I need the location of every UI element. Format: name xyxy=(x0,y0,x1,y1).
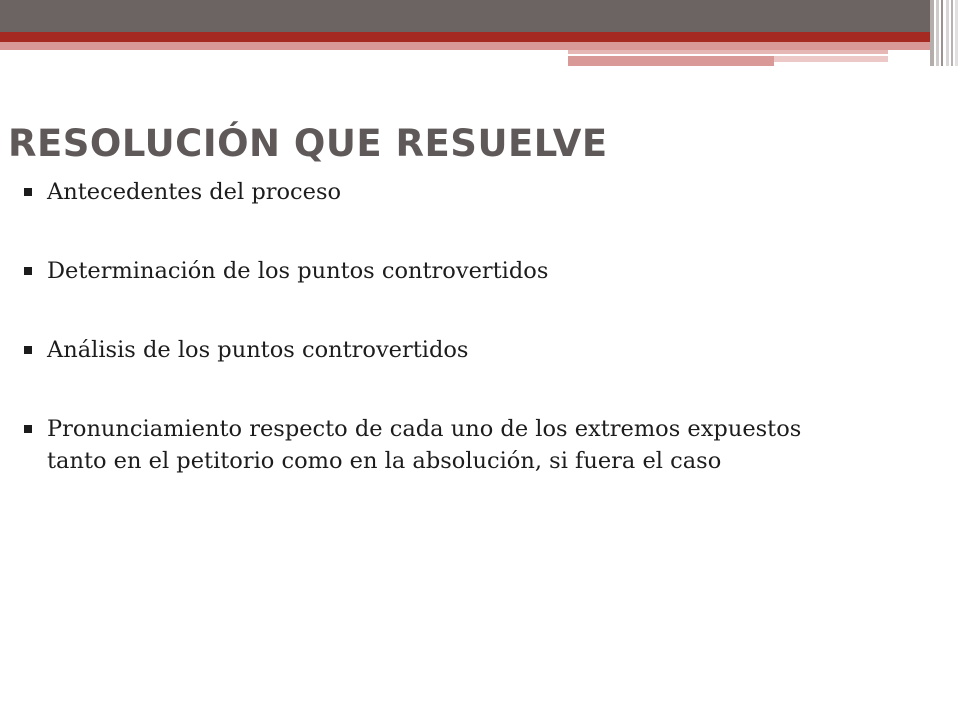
header-band-dark xyxy=(0,0,930,32)
header-band-pink xyxy=(0,42,930,50)
header-band-pink-light xyxy=(774,56,888,62)
bullet-text: Antecedentes del proceso xyxy=(47,179,342,205)
bullet-list xyxy=(20,176,900,477)
bullet-item xyxy=(20,255,900,287)
square-bullet-icon xyxy=(24,267,32,275)
bullet-item xyxy=(20,176,900,208)
bullet-text: Análisis de los puntos controvertidos xyxy=(47,337,469,363)
bullet-item xyxy=(20,413,900,477)
corner-stripe xyxy=(936,0,939,66)
square-bullet-icon xyxy=(24,346,32,354)
bullet-text: Pronunciamiento respecto de cada uno de los extremos expuestos tanto en el petitorio como en la absolución, si fuera el caso xyxy=(47,416,802,474)
header-band-pink-thin xyxy=(568,50,888,54)
header-band-pink-short xyxy=(568,56,774,66)
bullet-text: Determinación de los puntos controvertidos xyxy=(47,258,549,284)
slide-title: RESOLUCIÓN QUE RESUELVE xyxy=(8,122,608,165)
corner-stripe xyxy=(951,0,953,66)
corner-stripe xyxy=(955,0,958,66)
corner-stripe xyxy=(930,0,934,66)
bullet-item xyxy=(20,334,900,366)
square-bullet-icon xyxy=(24,425,32,433)
corner-stripe xyxy=(946,0,949,66)
header-band-red xyxy=(0,32,930,42)
square-bullet-icon xyxy=(24,188,32,196)
corner-stripe xyxy=(941,0,943,66)
